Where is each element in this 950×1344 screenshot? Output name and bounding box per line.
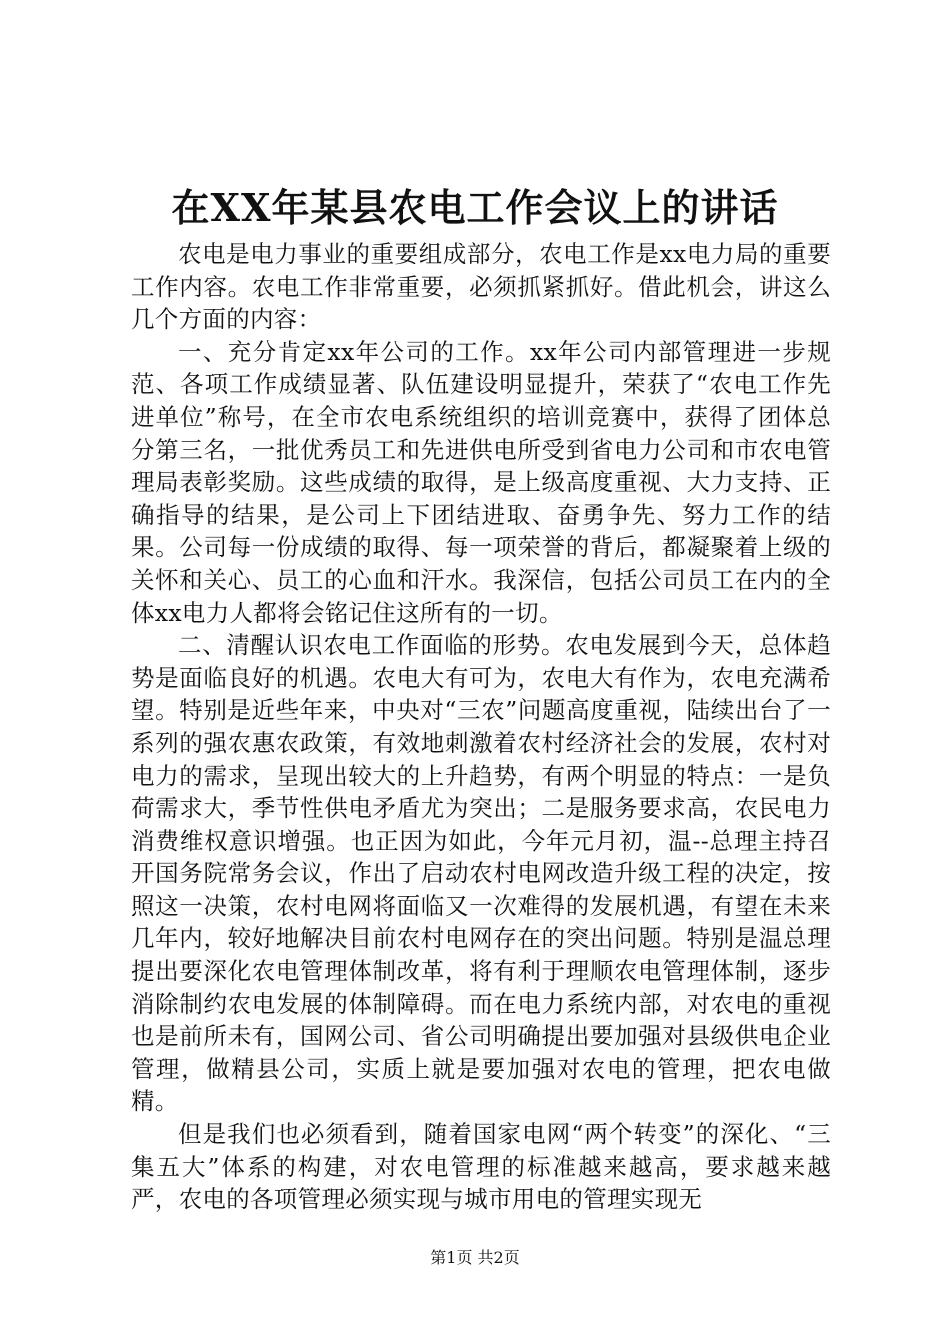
- paragraph-continuation: 但是我们也必须看到，随着国家电网“两个转变”的深化、“三集五大”体系的构建，对农电管理的标准越来越高，要求越来越严，农电的各项管理必须实现与城市用电的管理实现无: [131, 1120, 831, 1214]
- document-title: 在XX年某县农电工作会议上的讲话: [171, 185, 779, 230]
- paragraph-intro: 农电是电力事业的重要组成部分，农电工作是xx电力局的重要工作内容。农电工作非常重要，必须抓紧抓好。借此机会，讲这么几个方面的内容：: [131, 240, 831, 334]
- document-body: [131, 238, 831, 1216]
- paragraph-section-one: 一、充分肯定xx年公司的工作。xx年公司内部管理进一步规范、各项工作成绩显著、队伍建设明显提升，荣获了“农电工作先进单位”称号，在全市农电系统组织的培训竞赛中，获得了团体总分第三名，一批优秀员工和先进供电所受到省电力公司和市农电管理局表彰奖励。这些成绩的取得，是上级高度重视、大力支持、正确指导的结果，是公司上下团结进取、奋勇争先、努力工作的结果。公司每一份成绩的取得、每一项荣誉的背后，都凝聚着上级的关怀和关心、员工的心血和汗水。我深信，包括公司员工在内的全体xx电力人都将会铭记住这所有的一切。: [131, 337, 831, 627]
- page-number-footer: 第1页 共2页: [430, 1248, 520, 1267]
- paragraph-section-two: 二、清醒认识农电工作面临的形势。农电发展到今天，总体趋势是面临良好的机遇。农电大有可为，农电大有作为，农电充满希望。特别是近些年来，中央对“三农”问题高度重视，陆续出台了一系列的强农惠农政策，有效地刺激着农村经济社会的发展，农村对电力的需求，呈现出较大的上升趋势，有两个明显的特点：一是负荷需求大，季节性供电矛盾尤为突出；二是服务要求高，农民电力消费维权意识增强。也正因为如此，今年元月初，温--总理主持召开国务院常务会议，作出了启动农村电网改造升级工程的决定，按照这一决策，农村电网将面临又一次难得的发展机遇，有望在未来几年内，较好地解决目前农村电网存在的突出问题。特别是温总理提出要深化农电管理体制改革，将有利于理顺农电管理体制，逐步消除制约农电发展的体制障碍。而在电力系统内部，对农电的重视也是前所未有，国网公司、省公司明确提出要加强对县级供电企业管理，做精县公司，实质上就是要加强对农电的管理，把农电做精。: [131, 631, 831, 1116]
